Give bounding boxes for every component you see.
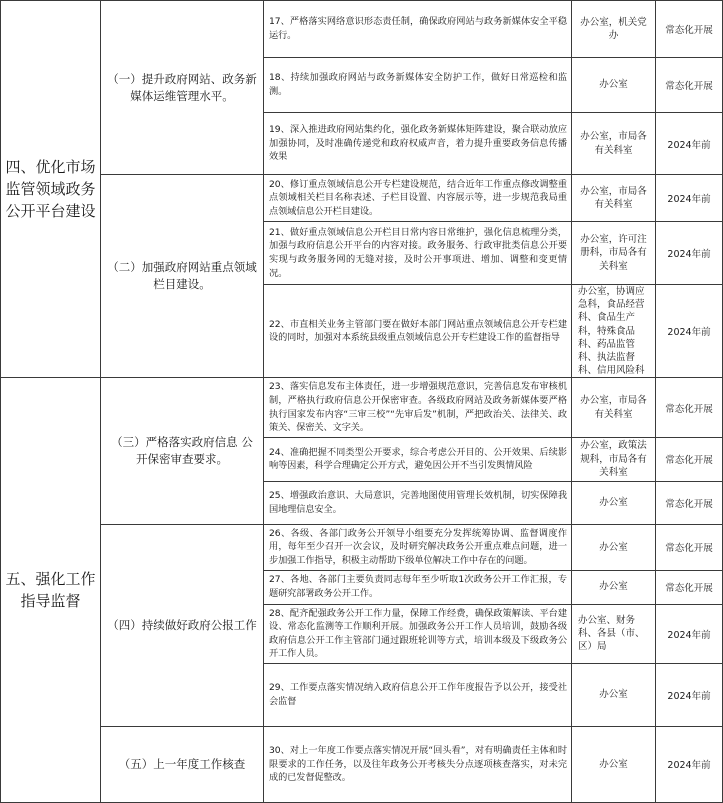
dept-cell: 办公室	[572, 481, 656, 524]
time-cell: 2024年前	[656, 726, 723, 802]
task-cell: 24、准确把握不同类型公开要求，综合考虑公开目的、公开效果、后续影响等因素，科学合理确定公开方式，避免因公开不当引发舆情风险	[264, 437, 572, 481]
task-cell: 22、市直相关业务主管部门要在做好本部门网站重点领域信息公开专栏建设的同时，加强对本系统县级重点领域信息公开专栏建设工作的监督指导	[264, 285, 572, 378]
dept-cell: 办公室，许可注册科，市局各有关科室	[572, 222, 656, 285]
task-cell: 25、增强政治意识、大局意识，完善地图使用管理长效机制，切实保障我国地理信息安全。	[264, 481, 572, 524]
table-row	[1, 378, 723, 437]
dept-cell: 办公室	[572, 726, 656, 802]
task-cell: 23、落实信息发布主体责任，进一步增强规范意识，完善信息发布审核机制，严格执行政府信息公开保密审查。各级政府网站及政务新媒体要严格执行国家发布内容“三审三校”“先审后发”机制，严把政治关、法律关、政策关、保密关、文字关。	[264, 378, 572, 437]
time-cell: 常态化开展	[656, 437, 723, 481]
task-cell: 30、对上一年度工作要点落实情况开展“回头看”，对有明确责任主体和时限要求的工作任务，以及往年政务公开考核失分点逐项核查落实，对未完成的已发督促整改。	[264, 726, 572, 802]
task-cell: 21、做好重点领域信息公开栏目日常内容日常维护，强化信息梳理分类，加强与政府信息公开平台的内容对接。政务服务、行政审批类信息公开要实现与政务服务网的无缝对接，及时公开事项进、增加、调整和变更情况。	[264, 222, 572, 285]
task-cell: 26、各级、各部门政务公开领导小组要充分发挥统筹协调、监督调度作用，每年至少召开一次会议，及时研究解决政务公开重点难点问题，进一步加强工作指导，积极主动帮助下级单位解决工作中存在的问题。	[264, 524, 572, 570]
time-cell: 常态化开展	[656, 378, 723, 437]
table-row	[1, 1, 723, 58]
task-cell: 20、修订重点领域信息公开专栏建设规范，结合近年工作重点修改调整重点领域相关栏目名称表述、子栏目设置、内容展示等，进一步规范我局重点领域信息公开栏目建设。	[264, 175, 572, 222]
section-title: 四、优化市场监管领域政务公开平台建设	[1, 1, 101, 378]
time-cell: 2024年前	[656, 222, 723, 285]
dept-cell: 办公室	[572, 58, 656, 113]
group-label: （二）加强政府网站重点领域栏目建设。	[101, 175, 264, 378]
table-row	[1, 726, 723, 802]
group-label: （三）严格落实政府信息 公开保密审查要求。	[101, 378, 264, 524]
dept-cell: 办公室	[572, 663, 656, 726]
time-cell: 2024年前	[656, 604, 723, 663]
time-cell: 常态化开展	[656, 570, 723, 604]
time-cell: 2024年前	[656, 113, 723, 175]
dept-cell: 办公室，机关党办	[572, 1, 656, 58]
group-label: （四）持续做好政府公报工作	[101, 524, 264, 726]
dept-cell: 办公室，协调应急科，食品经营科、食品生产科，特殊食品科、药品监管科、执法监督科、信用风险科	[572, 285, 656, 378]
table-row	[1, 175, 723, 222]
task-cell: 17、严格落实网络意识形态责任制，确保政府网站与政务新媒体安全平稳运行。	[264, 1, 572, 58]
task-cell: 29、工作要点落实情况纳入政府信息公开工作年度报告予以公开，接受社会监督	[264, 663, 572, 726]
dept-cell: 办公室	[572, 570, 656, 604]
dept-cell: 办公室	[572, 524, 656, 570]
task-cell: 28、配齐配强政务公开工作力量，保障工作经费，确保政策解读、平台建设、常态化监测等工作顺利开展。加强政务公开工作人员培训，鼓励各级政府信息公开工作主管部门通过跟班轮训等方式，培训本级及下级政务公开工作人员。	[264, 604, 572, 663]
section-title: 五、强化工作指导监督	[1, 378, 101, 803]
group-label: （五）上一年度工作核查	[101, 726, 264, 802]
task-cell: 19、深入推进政府网站集约化，强化政务新媒体矩阵建设，聚合联动放应加强协同，及时准确传递党和政府权威声音，着力提升重要政务信息传播效果	[264, 113, 572, 175]
time-cell: 2024年前	[656, 663, 723, 726]
time-cell: 常态化开展	[656, 58, 723, 113]
time-cell: 常态化开展	[656, 481, 723, 524]
time-cell: 2024年前	[656, 285, 723, 378]
dept-cell: 办公室，政策法规科，市局各有关科室	[572, 437, 656, 481]
dept-cell: 办公室，市局各有关科室	[572, 378, 656, 437]
group-label: （一）提升政府网站、政务新媒体运维管理水平。	[101, 1, 264, 175]
dept-cell: 办公室、财务科、各县（市、区）局	[572, 604, 656, 663]
time-cell: 常态化开展	[656, 524, 723, 570]
dept-cell: 办公室，市局各有关科室	[572, 175, 656, 222]
task-cell: 27、各地、各部门主要负责同志每年至少听取1次政务公开工作汇报，专题研究部署政务公开工作。	[264, 570, 572, 604]
time-cell: 2024年前	[656, 175, 723, 222]
task-cell: 18、持续加强政府网站与政务新媒体安全防护工作，做好日常巡检和监测。	[264, 58, 572, 113]
dept-cell: 办公室，市局各有关科室	[572, 113, 656, 175]
table-row	[1, 524, 723, 570]
time-cell: 常态化开展	[656, 1, 723, 58]
